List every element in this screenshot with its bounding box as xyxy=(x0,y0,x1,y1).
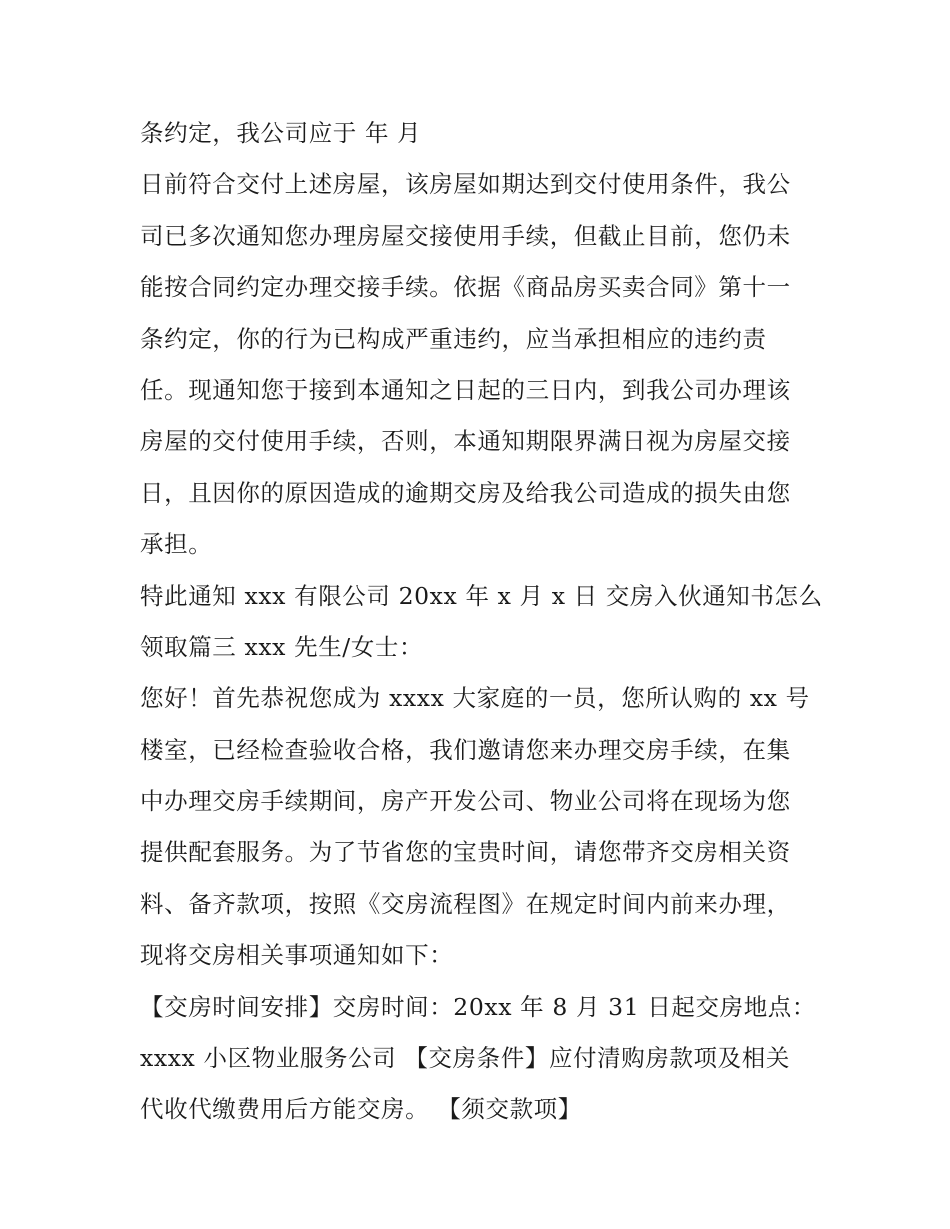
text-line-13: 楼室，已经检查验收合格，我们邀请您来办理交房手续，在集 xyxy=(140,735,791,764)
document-body xyxy=(140,108,823,1136)
text-line-14: 中办理交房手续期间，房产开发公司、物业公司将在现场为您 xyxy=(140,787,791,816)
text-line-2: 日前符合交付上述房屋，该房屋如期达到交付使用条件，我公 xyxy=(140,170,791,199)
text-line-4: 能按合同约定办理交接手续。依据《商品房买卖合同》第十一 xyxy=(140,273,791,302)
text-line-17: 现将交房相关事项通知如下： xyxy=(140,941,454,970)
text-line-12: 您好！首先恭祝您成为 xxxx 大家庭的一员，您所认购的 xx 号 xyxy=(140,684,810,713)
text-line-8: 日，且因你的原因造成的逾期交房及给我公司造成的损失由您 xyxy=(140,478,791,507)
text-line-15: 提供配套服务。为了节省您的宝贵时间，请您带齐交房相关资 xyxy=(140,838,791,867)
text-line-19: xxxx 小区物业服务公司 【交房条件】应付清购房款项及相关 xyxy=(140,1044,790,1073)
text-line-1: 条约定，我公司应于 年 月 xyxy=(140,119,422,147)
text-line-18: 【交房时间安排】交房时间：20xx 年 8 月 31 日起交房地点： xyxy=(140,992,817,1021)
text-line-11: 领取篇三 xxx 先生/女士： xyxy=(140,632,424,661)
text-line-7: 房屋的交付使用手续，否则，本通知期限界满日视为房屋交接 xyxy=(140,427,791,456)
text-line-10: 特此通知 xxx 有限公司 20xx 年 x 月 x 日 交房入伙通知书怎么 xyxy=(140,581,823,610)
text-line-20: 代收代缴费用后方能交房。 【须交款项】 xyxy=(140,1095,582,1124)
text-line-5: 条约定，你的行为已构成严重违约，应当承担相应的违约责 xyxy=(140,324,767,353)
text-line-3: 司已多次通知您办理房屋交接使用手续，但截止目前，您仍未 xyxy=(140,221,791,250)
text-line-16: 料、备齐款项，按照《交房流程图》在规定时间内前来办理， xyxy=(140,889,791,918)
text-line-6: 任。现通知您于接到本通知之日起的三日内，到我公司办理该 xyxy=(140,375,791,404)
text-line-9: 承担。 xyxy=(140,530,213,559)
